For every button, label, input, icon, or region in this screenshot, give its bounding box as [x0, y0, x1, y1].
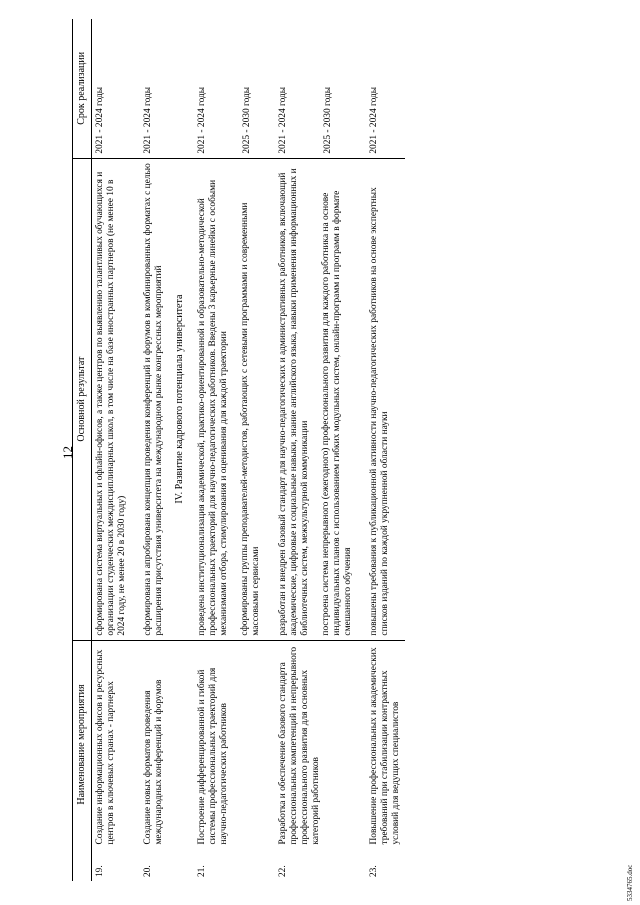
result-item: проведена институционализация академической, практико-ориентированной и образовательно-методической профессиональных траекторий для научно-педагогических работников. Введены 3 карьерные линейки с особыми механизмами отбора, стимулирования и оценивания для каждой траектории: [197, 179, 230, 636]
table-row: [366, 19, 405, 881]
table-header-row: [73, 19, 92, 881]
term-item: 2021 - 2024 годы: [277, 86, 288, 154]
header-term: Срок реализации: [73, 19, 92, 158]
row-number: 20.: [143, 865, 154, 877]
row-name: Создание новых форматов проведения международных конференций и форумов: [140, 640, 168, 848]
row-term: [275, 19, 367, 158]
table-row: [91, 19, 140, 881]
header-name: Наименование мероприятия: [73, 640, 92, 848]
row-result: сформирована система виртуальных и офлайн-офисов, а также центров по выявлению талантливых обучающихся и организации студенческих междисциплинарных школ, в том числе на базе иностранных партнеров (не менее 10 в 2024 году, не менее 20 в 2030 году): [91, 158, 140, 640]
row-number: 23.: [369, 865, 380, 877]
table-row: [140, 19, 168, 881]
row-number: 21.: [197, 865, 208, 877]
result-item: построена система непрерывного (ежегодного) профессионального развития для каждого работника на основе индивидуальных планов с использованием гибких модульных систем, онлайн-программ и программ в формате смешанного обучения: [320, 190, 353, 636]
page-number: 12: [60, 446, 75, 459]
result-item: разработан и внедрен базовый стандарт для научно-педагогических и административных работников, включающий академические, цифровые и социальные навыки, знание английского языка, навыки применения информационных и библиотечных систем, межкультурной коммуникации: [277, 168, 310, 636]
row-term: [194, 19, 274, 158]
row-name: Повышение профессиональных и академических требований при стабилизации контрактных условий для ведущих специалистов: [366, 640, 405, 848]
row-name: Создание информационных офисов и ресурсных центров в ключевых странах - партнерах: [91, 640, 140, 848]
row-term: 2021 - 2024 годы: [369, 86, 380, 154]
row-name: Разработка и обеспечение базового стандарта профессиональных компетенций и непрерывного профессионального развития для основных категорий работников: [275, 640, 367, 848]
term-item: 2025 - 2030 годы: [322, 86, 333, 154]
table-row: [194, 19, 274, 881]
plan-table-container: [72, 19, 405, 881]
term-item: 2021 - 2024 годы: [197, 86, 208, 154]
row-result: сформирована и апробирована концепция проведения конференций и форумов в комбинированных форматах с целью расширения присутствия университета на международном рынке конгрессных мероприятий: [140, 158, 168, 640]
plan-table: [72, 19, 405, 881]
row-term: 2021 - 2024 годы: [94, 86, 105, 154]
row-name: Построение дифференцированной и гибкой системы профессиональных траекторий для научно-педагогических работников: [194, 640, 274, 848]
row-result: [275, 158, 367, 640]
row-term: 2021 - 2024 годы: [143, 86, 154, 154]
header-result: Основной результат: [73, 158, 92, 640]
section-title: IV. Развитие кадрового потенциала университета: [168, 158, 194, 640]
row-number: 22.: [277, 865, 288, 877]
table-row: [275, 19, 367, 881]
row-result: [194, 158, 274, 640]
result-item: сформированы группы преподавателей-методистов, работающих с сетевыми программами и современными массовыми сервисами: [240, 202, 262, 636]
term-item: 2025 - 2030 годы: [242, 86, 253, 154]
row-result: повышены требования к публикационной активности научно-педагогических работников на основе экспертных списков изданий по каждой укрупненной области науки: [366, 158, 405, 640]
document-code: 5334765.doc: [626, 864, 634, 901]
section-row: [168, 19, 194, 881]
header-number: [73, 849, 92, 881]
row-number: 19.: [94, 865, 105, 877]
